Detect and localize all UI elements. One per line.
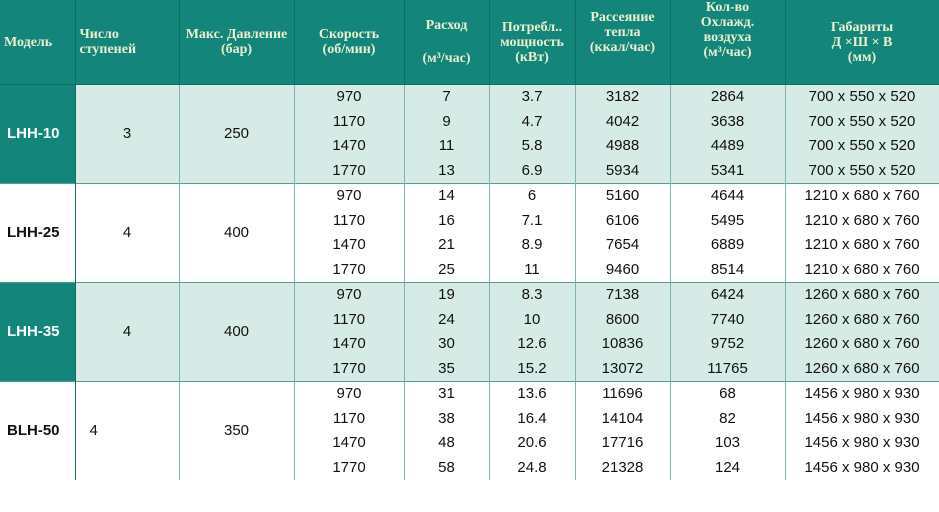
flow-cell: 38 xyxy=(404,407,489,432)
speed-cell: 1470 xyxy=(294,134,404,159)
table-row xyxy=(0,283,939,308)
heat-cell: 13072 xyxy=(575,357,670,382)
dimensions-cell: 700 x 550 x 520 xyxy=(785,134,939,159)
header-line: Число xyxy=(79,27,119,42)
heat-cell: 14104 xyxy=(575,407,670,432)
header-line: (ккал/час) xyxy=(589,40,656,55)
speed-cell: 970 xyxy=(294,85,404,110)
header-line: (м³/час) xyxy=(422,51,471,66)
header-stages xyxy=(75,0,179,85)
header-line: Потребл.. xyxy=(501,19,563,35)
heat-cell: 4988 xyxy=(575,134,670,159)
header-line: Д ×Ш × В xyxy=(831,34,893,50)
header-flow xyxy=(404,0,489,85)
pressure-cell: 350 xyxy=(179,382,294,481)
power-cell: 8.9 xyxy=(489,233,575,258)
stages-cell: 3 xyxy=(75,85,179,184)
model-cell: LHH-35 xyxy=(0,283,75,382)
air-cell: 11765 xyxy=(670,357,785,382)
air-cell: 5495 xyxy=(670,209,785,234)
header-line: (бар) xyxy=(220,42,253,57)
stages-cell: 4 xyxy=(75,184,179,283)
speed-cell: 1770 xyxy=(294,456,404,481)
header-line: Охлажд. xyxy=(700,15,755,30)
header-line: Габариты xyxy=(830,19,894,35)
speed-cell: 1470 xyxy=(294,431,404,456)
flow-cell: 48 xyxy=(404,431,489,456)
speed-cell: 1770 xyxy=(294,258,404,283)
flow-cell: 7 xyxy=(404,85,489,110)
stages-cell: 4 xyxy=(75,283,179,382)
speed-cell: 1770 xyxy=(294,159,404,184)
air-cell: 103 xyxy=(670,431,785,456)
model-cell: BLH-50 xyxy=(0,382,75,481)
header-line: Расход xyxy=(425,18,468,33)
model-group-lhh-10 xyxy=(0,85,939,184)
speed-cell: 1170 xyxy=(294,308,404,333)
power-cell: 11 xyxy=(489,258,575,283)
heat-cell: 11696 xyxy=(575,382,670,407)
header-air xyxy=(670,0,785,85)
flow-cell: 13 xyxy=(404,159,489,184)
speed-cell: 1770 xyxy=(294,357,404,382)
flow-cell: 9 xyxy=(404,110,489,135)
header-line: (кВт) xyxy=(515,49,549,65)
pressure-cell: 400 xyxy=(179,184,294,283)
flow-cell: 31 xyxy=(404,382,489,407)
header-line: (мм) xyxy=(847,49,877,65)
air-cell: 6889 xyxy=(670,233,785,258)
header-model xyxy=(0,0,75,85)
pressure-cell: 250 xyxy=(179,85,294,184)
air-cell: 82 xyxy=(670,407,785,432)
dimensions-cell: 1260 x 680 x 760 xyxy=(785,308,939,333)
dimensions-cell: 1456 x 980 x 930 xyxy=(785,382,939,407)
dimensions-cell: 700 x 550 x 520 xyxy=(785,159,939,184)
table-header xyxy=(0,0,939,85)
dimensions-cell: 1260 x 680 x 760 xyxy=(785,357,939,382)
air-cell: 68 xyxy=(670,382,785,407)
flow-cell: 25 xyxy=(404,258,489,283)
header-speed xyxy=(294,0,404,85)
air-cell: 7740 xyxy=(670,308,785,333)
power-cell: 3.7 xyxy=(489,85,575,110)
speed-cell: 970 xyxy=(294,382,404,407)
flow-cell: 16 xyxy=(404,209,489,234)
header-line: (об/мин) xyxy=(322,42,376,57)
model-group-lhh-25 xyxy=(0,184,939,283)
header-line: Макс. Давление xyxy=(185,27,288,42)
header-dimensions xyxy=(785,0,939,85)
heat-cell: 8600 xyxy=(575,308,670,333)
header-line: мощность xyxy=(500,34,564,50)
speed-cell: 970 xyxy=(294,283,404,308)
power-cell: 16.4 xyxy=(489,407,575,432)
dimensions-cell: 1210 x 680 x 760 xyxy=(785,184,939,209)
dimensions-cell: 1210 x 680 x 760 xyxy=(785,258,939,283)
header-line: Модель xyxy=(4,34,53,50)
air-cell: 5341 xyxy=(670,159,785,184)
power-cell: 7.1 xyxy=(489,209,575,234)
header-row xyxy=(0,0,939,85)
model-group-blh-50 xyxy=(0,382,939,481)
model-group-lhh-35 xyxy=(0,283,939,382)
power-cell: 8.3 xyxy=(489,283,575,308)
power-cell: 20.6 xyxy=(489,431,575,456)
flow-cell: 24 xyxy=(404,308,489,333)
speed-cell: 1170 xyxy=(294,407,404,432)
power-cell: 24.8 xyxy=(489,456,575,481)
speed-cell: 1170 xyxy=(294,209,404,234)
power-cell: 5.8 xyxy=(489,134,575,159)
header-line: Скорость xyxy=(318,27,380,42)
speed-cell: 970 xyxy=(294,184,404,209)
header-power xyxy=(489,0,575,85)
dimensions-cell: 1456 x 980 x 930 xyxy=(785,431,939,456)
heat-cell: 4042 xyxy=(575,110,670,135)
power-cell: 6.9 xyxy=(489,159,575,184)
table-row xyxy=(0,85,939,110)
header-line: (м³/час) xyxy=(703,45,752,60)
pressure-cell: 400 xyxy=(179,283,294,382)
power-cell: 12.6 xyxy=(489,332,575,357)
heat-cell: 3182 xyxy=(575,85,670,110)
dimensions-cell: 1210 x 680 x 760 xyxy=(785,209,939,234)
power-cell: 13.6 xyxy=(489,382,575,407)
flow-cell: 19 xyxy=(404,283,489,308)
flow-cell: 35 xyxy=(404,357,489,382)
air-cell: 2864 xyxy=(670,85,785,110)
speed-cell: 1170 xyxy=(294,110,404,135)
power-cell: 4.7 xyxy=(489,110,575,135)
model-cell: LHH-10 xyxy=(0,85,75,184)
header-line: Кол-во xyxy=(705,0,750,15)
dimensions-cell: 1456 x 980 x 930 xyxy=(785,456,939,481)
heat-cell: 10836 xyxy=(575,332,670,357)
stages-cell: 4 xyxy=(75,382,179,481)
heat-cell: 6106 xyxy=(575,209,670,234)
air-cell: 9752 xyxy=(670,332,785,357)
power-cell: 10 xyxy=(489,308,575,333)
heat-cell: 5160 xyxy=(575,184,670,209)
header-pressure xyxy=(179,0,294,85)
heat-cell: 17716 xyxy=(575,431,670,456)
dimensions-cell: 1260 x 680 x 760 xyxy=(785,332,939,357)
air-cell: 6424 xyxy=(670,283,785,308)
header-line: тепла xyxy=(604,25,641,40)
header-line: воздуха xyxy=(703,30,752,45)
header-heat xyxy=(575,0,670,85)
heat-cell: 7138 xyxy=(575,283,670,308)
table-row xyxy=(0,184,939,209)
dimensions-cell: 700 x 550 x 520 xyxy=(785,85,939,110)
speed-cell: 1470 xyxy=(294,233,404,258)
air-cell: 4489 xyxy=(670,134,785,159)
dimensions-cell: 700 x 550 x 520 xyxy=(785,110,939,135)
flow-cell: 58 xyxy=(404,456,489,481)
air-cell: 124 xyxy=(670,456,785,481)
air-cell: 8514 xyxy=(670,258,785,283)
heat-cell: 21328 xyxy=(575,456,670,481)
heat-cell: 7654 xyxy=(575,233,670,258)
air-cell: 4644 xyxy=(670,184,785,209)
header-line: ступеней xyxy=(79,42,137,57)
flow-cell: 30 xyxy=(404,332,489,357)
dimensions-cell: 1456 x 980 x 930 xyxy=(785,407,939,432)
flow-cell: 11 xyxy=(404,134,489,159)
speed-cell: 1470 xyxy=(294,332,404,357)
heat-cell: 5934 xyxy=(575,159,670,184)
heat-cell: 9460 xyxy=(575,258,670,283)
header-line: Рассеяние xyxy=(590,10,655,25)
model-cell: LHH-25 xyxy=(0,184,75,283)
dimensions-cell: 1260 x 680 x 760 xyxy=(785,283,939,308)
dimensions-cell: 1210 x 680 x 760 xyxy=(785,233,939,258)
air-cell: 3638 xyxy=(670,110,785,135)
power-cell: 15.2 xyxy=(489,357,575,382)
table-row xyxy=(0,382,939,407)
flow-cell: 21 xyxy=(404,233,489,258)
flow-cell: 14 xyxy=(404,184,489,209)
power-cell: 6 xyxy=(489,184,575,209)
